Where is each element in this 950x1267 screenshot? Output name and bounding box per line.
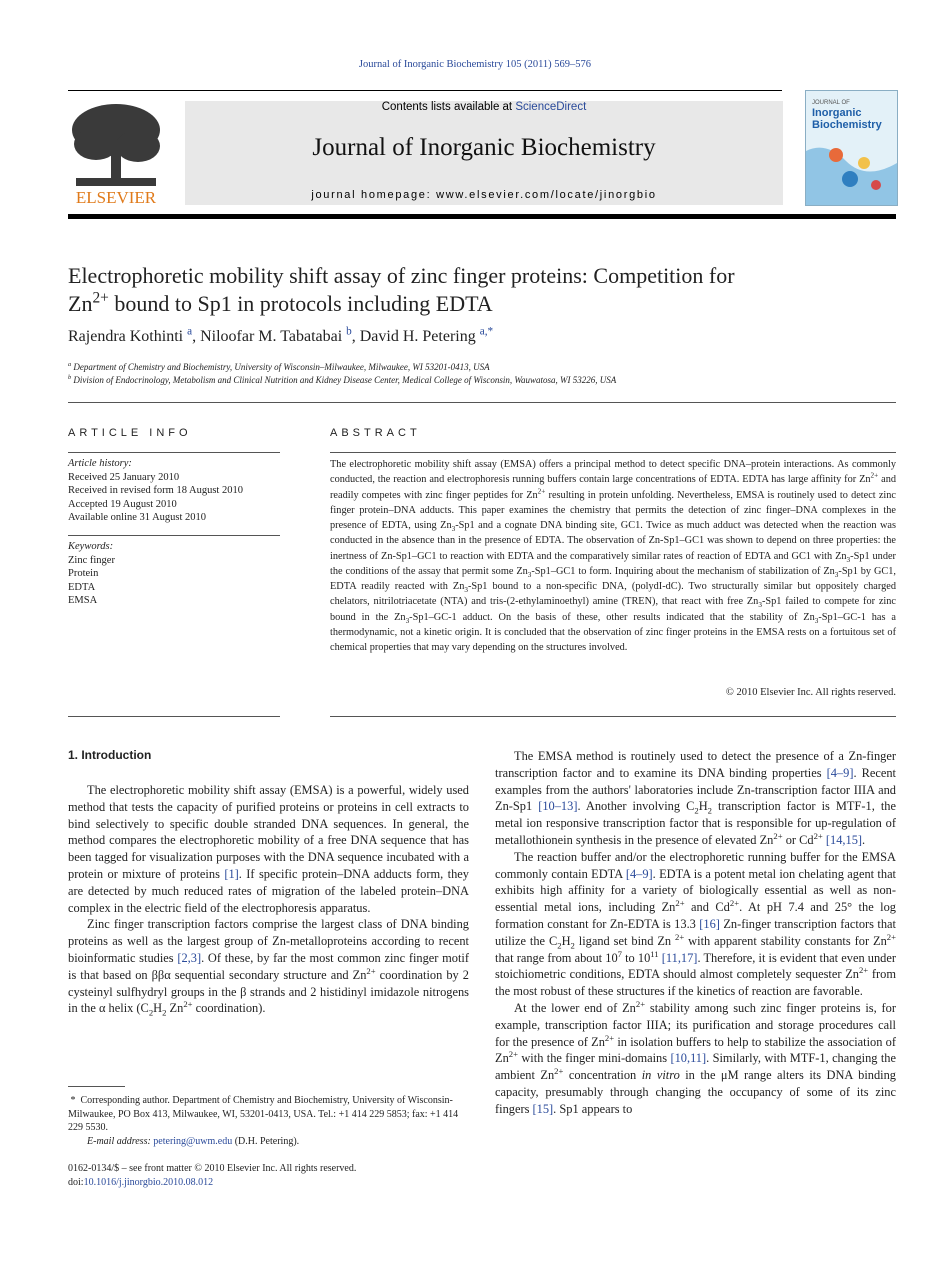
history-item: Received 25 January 2010 [68, 471, 180, 483]
affiliation-b-text: Division of Endocrinology, Metabolism and Clinical Nutrition and Kidney Disease Center, Medical College of Wisconsin, Wauwatosa, WI 53226, USA [73, 375, 617, 385]
email-suffix: (D.H. Petering). [234, 1135, 300, 1147]
paragraph: The EMSA method is routinely used to detect the presence of a Zn-finger transcription factor and to examine its DNA binding properties [4–9]. Recent examples from the authors' laboratories include Zn-transcription factor IIIA and Zn-Sp1 [10–13]. Another involving $C_2H_2$ transcription factor is MTF-1, the metal ion responsive transcription factor that is responsible for up-regulation of metallothionein synthesis in the presence of elevated $Zn^{2+}$ or $Cd^{2+}$ [14,15]. [495, 749, 896, 847]
abstract-heading: ABSTRACT [330, 427, 421, 439]
body-column-right [495, 748, 896, 1118]
paragraph: Zinc finger transcription factors comprise the largest class of DNA binding proteins as well as the largest group of Zn-metalloproteins according to recent bioinformatic studies [2,3]. Of these, by far the most common zinc finger motif is that based on ββα sequential secondary structure and $Zn^{2+}$ coordination by 2 cysteinyl sulfhydryl groups in the β strands and 2 histidinyl imidazole nitrogens in the α helix ($C_2H_2$ $Zn^{2+}$ coordination). [68, 917, 469, 1018]
affiliation-a-text: Department of Chemistry and Biochemistry, University of Wisconsin–Milwaukee, Milwaukee, WI 53201-0413, USA [73, 362, 490, 372]
article-history [68, 457, 280, 525]
citation-link[interactable]: [4–9] [826, 765, 854, 780]
keyword: Protein [68, 568, 99, 580]
affiliation-b: $^b$ Division of Endocrinology, Metabolism and Clinical Nutrition and Kidney Disease Center, Medical College of Wisconsin, Wauwatosa, WI 53226, USA [68, 374, 617, 385]
citation-link[interactable]: [15] [532, 1101, 554, 1116]
citation-link[interactable]: [16] [699, 916, 720, 931]
footnote [68, 1094, 469, 1148]
keywords-label: Keywords: [68, 541, 114, 552]
journal-citation[interactable]: Journal of Inorganic Biochemistry 105 (2011) 569–576 [358, 59, 592, 70]
header-rule [68, 90, 782, 91]
author-affil-mark[interactable]: b [346, 325, 352, 338]
email-link[interactable]: petering@uwm.edu [153, 1135, 233, 1147]
title-line2-sup: 2+ [92, 289, 109, 307]
author-list: Rajendra Kothinti $^a$, Niloofar M. Tabatabai $^b$, David H. Petering $^{a,*}$ [68, 325, 494, 345]
title-line2-post: bound to Sp1 in protocols including EDTA [108, 291, 493, 316]
journal-cover[interactable] [805, 90, 898, 206]
title-line2-pre: Zn [68, 291, 93, 316]
doi-prefix: doi: [68, 1176, 84, 1188]
corresponding-text: Corresponding author. Department of Chemistry and Biochemistry, University of Wisconsin-Milwaukee, PO Box 413, Milwaukee, WI, 53201-0413, USA. Tel.: +1 414 229 5853; fax: +1 414 229 5530. [68, 1095, 459, 1134]
article-info-heading: ARTICLE INFO [68, 427, 192, 439]
author-name: David H. Petering [359, 328, 476, 345]
keyword: EDTA [68, 581, 96, 593]
issn-line: 0162-0134/$ – see front matter © 2010 Elsevier Inc. All rights reserved. [68, 1163, 357, 1174]
abstract-text: The electrophoretic mobility shift assay (EMSA) offers a principal method to detect specific DNA–protein interactions. As commonly conducted, the reaction and electrophoresis running buffers contain large concentrations of EDTA. EDTA has large affinity for $Zn^{2+}$ and readily competes with zinc finger peptides for $Zn^{2+}$ resulting in protein unfolding. Nevertheless, EMSA is routinely used to detect zinc finger protein–DNA adducts. This paper examines the chemistry that permits the detection of zinc finger–DNA complexes in the presence of EDTA, using $Zn_3-Sp1$ and a cognate DNA binding site, GC1. Twice as much adduct was detected when the reaction was conducted in the absence than in the presence of EDTA. The observation of Zn-Sp1–GC1 was shown to depend on three properties: the inertness of Zn-Sp1–GC1 to reaction with EDTA and the comparatively similar rates of reaction of EDTA and GC1 with $Zn_3-Sp1$ under the conditions of the assay that permit some $Zn_3-Sp1-GC1$ to form. Inquiring about the mechanism of stabilization of $Zn_3-Sp1$ by GC1, EDTA readily reacted with $Zn_3-Sp1$ bound to a non-specific DNA, (polydI-dC). Two structurally similar but oppositely charged chelators, nitrilotriacetate (NTA) and tris-(2-ethylaminoethyl) amine (TREN), that react with free $Zn_3-Sp1$ failed to compete for zinc bound in the $Zn_3-Sp1-GC-1$ adduct. On the basis of these, other results indicated that the stability of $Zn_3-Sp1-GC-1$ has a thermodynamic, not a kinetic origin. It is concluded that the observation of zinc finger proteins in the EMSA rests on a fortuitous set of chemical properties that may vary depending on the structures involved. [330, 459, 896, 653]
keywords [68, 540, 280, 608]
cover-line2: Inorganic [812, 107, 862, 119]
paragraph: The electrophoretic mobility shift assay (EMSA) is a powerful, widely used method that tests the capacity of purified proteins or proteins in cell extracts to bind selectively to specific double stranded DNA sequences. In general, the method compares the electrophoretic mobility of a free DNA sequence that has been tagged for visualization purposes with the DNA sequence incubated with a protein or mixture of proteins [1]. If specific protein–DNA adducts form, they are detected by much reduced rates of migration of the labeled protein–DNA complex in the electric field of the electrophoresis apparatus. [68, 783, 469, 915]
issn-block [68, 1162, 356, 1189]
citation-link[interactable]: [10,11] [670, 1051, 707, 1066]
citation-link[interactable]: [1] [224, 866, 239, 881]
contents-prefix: Contents lists available at [381, 101, 516, 113]
email-note [68, 1135, 469, 1149]
title-line1: Electrophoretic mobility shift assay of zinc finger proteins: Competition for [68, 263, 735, 288]
history-item: Accepted 19 August 2010 [68, 498, 177, 510]
sciencedirect-link[interactable]: ScienceDirect [515, 101, 587, 113]
introduction-heading: 1. Introduction [68, 748, 152, 762]
abstract-rule [330, 452, 896, 453]
info-rule [68, 535, 280, 536]
affiliation-a: $^a$ Department of Chemistry and Biochemistry, University of Wisconsin–Milwaukee, Milwaukee, WI 53201-0413, USA [68, 361, 490, 372]
publisher-name: ELSEVIER [75, 188, 157, 206]
author-affil-mark[interactable]: a,* [479, 325, 494, 338]
footnote-rule [68, 1086, 125, 1087]
journal-homepage[interactable]: journal homepage: www.elsevier.com/locate/jinorgbio [311, 189, 657, 201]
citation-link[interactable]: [2,3] [177, 950, 202, 965]
doi-link[interactable]: 10.1016/j.jinorgbio.2010.08.012 [83, 1176, 214, 1188]
history-item: Received in revised form 18 August 2010 [68, 485, 243, 497]
cover-line1: JOURNAL OF [812, 100, 850, 106]
paragraph: The reaction buffer and/or the electrophoretic running buffer for the EMSA commonly contain EDTA [4–9]. EDTA is a potent metal ion chelating agent that exhibits high affinity for a variety of biologically essential as well as non-essential metal ions, including $Zn^{2+}$ and $Cd^{2+}$. At pH 7.4 and 25° the log formation constant for Zn-EDTA is 13.3 [16] Zn-finger transcription factors that utilize the $C_2H_2$ ligand set bind Zn $^{2+}$ with apparent stability constants for $Zn^{2+}$ that range from about $10^7$ to $10^{11}$ [11,17]. Therefore, it is evident that even under stoichiometric conditions, EDTA should almost completely sequester $Zn^{2+}$ from the most robust of these structures if the kinetics of reaction are favorable. [495, 849, 897, 999]
corresponding-author-note: * Corresponding author. Department of Chemistry and Biochemistry, University of Wisconsin-Milwaukee, PO Box 413, Milwaukee, WI, 53201-0413, USA. Tel.: +1 414 229 5853; fax: +1 414 229 5530. [68, 1095, 459, 1134]
keyword: EMSA [68, 595, 98, 607]
abstract-rule [330, 716, 896, 717]
author-name: Rajendra Kothinti [68, 328, 184, 345]
citation-link[interactable]: [11,17] [661, 950, 698, 965]
info-rule [68, 716, 280, 717]
history-label: Article history: [68, 458, 132, 469]
header-thick-rule [68, 214, 896, 219]
body-column-left [68, 782, 469, 1017]
citation-link[interactable]: [10–13] [538, 799, 578, 814]
copyright: © 2010 Elsevier Inc. All rights reserved. [725, 687, 896, 698]
citation-link[interactable]: [14,15] [825, 832, 863, 847]
paragraph: At the lower end of $Zn^{2+}$ stability among such zinc finger proteins is, for example, transcription factor IIIA; its purification and storage procedures call for the presence of $Zn^{2+}$ in isolation buffers to help to stabilize the association of $Zn^{2+}$ with the finger mini-domains [10,11]. Similarly, with MTF-1, changing the ambient $Zn^{2+}$ concentration in vitro in the μM range alters its DNA binding capacity, presumably through changing the occupancy of some of its zinc fingers [15]. Sp1 appears to [495, 998, 896, 1116]
journal-title: Journal of Inorganic Biochemistry [312, 134, 656, 161]
article-title [68, 262, 888, 318]
elsevier-tree-logo [68, 100, 164, 206]
history-item: Available online 31 August 2010 [68, 512, 207, 524]
author-name: Niloofar M. Tabatabai [200, 328, 343, 345]
info-rule [68, 452, 280, 453]
keyword: Zinc finger [68, 554, 115, 566]
cover-line3: Biochemistry [812, 119, 882, 131]
citation-link[interactable]: [4–9] [625, 866, 653, 881]
author-affil-mark[interactable]: a [187, 325, 193, 338]
email-label: E-mail address: [87, 1135, 151, 1147]
contents-line [185, 101, 783, 113]
cover-art [806, 91, 897, 205]
section-rule [68, 402, 896, 403]
